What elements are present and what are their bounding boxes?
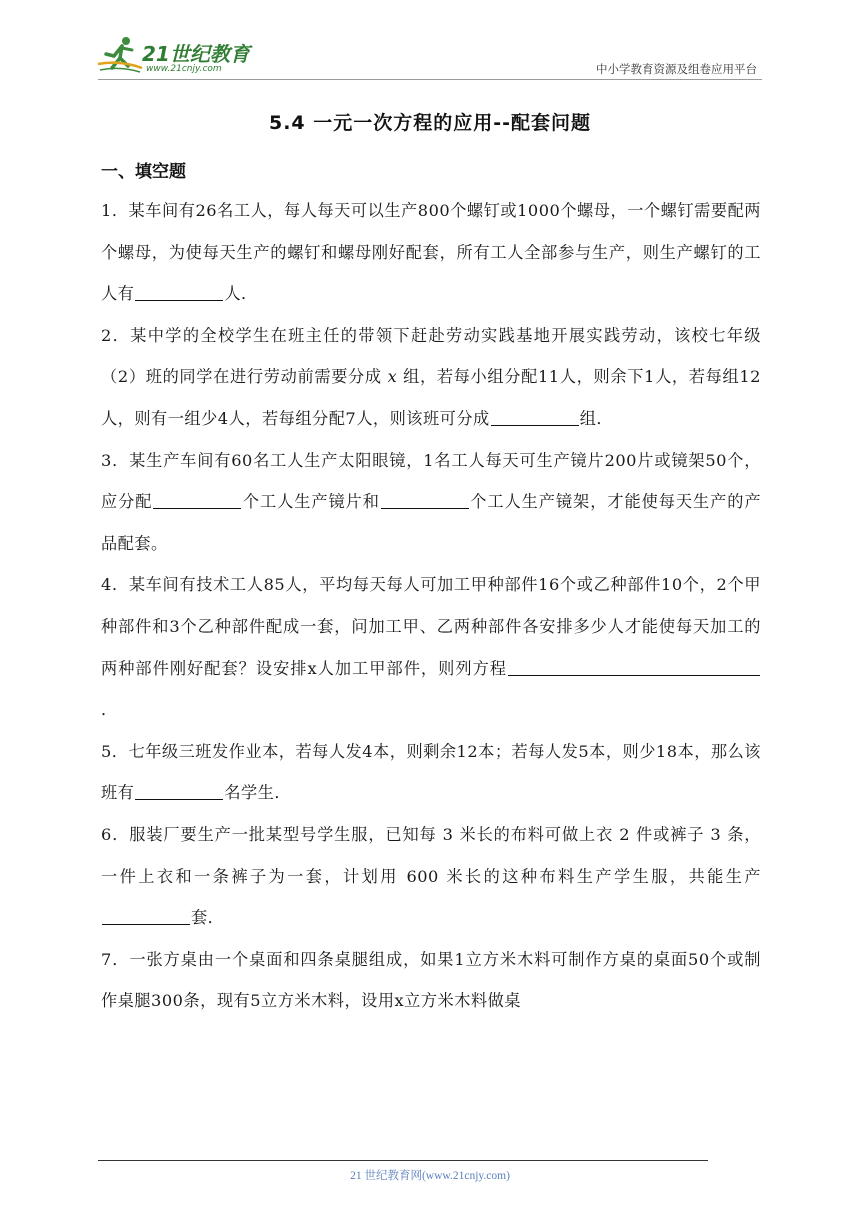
question-4 <box>101 564 761 730</box>
question-5 <box>101 731 761 814</box>
answer-blank[interactable] <box>508 657 760 676</box>
variable-x: x <box>387 367 398 387</box>
question-list <box>101 190 761 1022</box>
answer-blank[interactable] <box>135 282 223 301</box>
logo-url: www.21cnjy.com <box>146 64 222 74</box>
question-5-text: 5．七年级三班发作业本，若每人发4本，则剩余12本；若每人发5本，则少18本，那么该班有 <box>101 741 761 803</box>
question-4-text: 4．某车间有技术工人85人，平均每天每人可加工甲种部件16个或乙种部件10个，2个甲种部件和3个乙种部件配成一套，问加工甲、乙两种部件各安排多少人才能使每天加工的两种部件刚好配套？设安排x人加工甲部件，则列方程 <box>101 575 761 678</box>
question-2-text-b: 组，若每小组分配11人，则余下1人，若每组12人，则有一组少4人，若每组分配7人，则该班可分成 <box>101 367 761 428</box>
site-logo[interactable] <box>96 34 266 78</box>
question-1 <box>101 190 761 315</box>
answer-blank[interactable] <box>153 490 241 509</box>
platform-tagline: 中小学教育资源及组卷应用平台 <box>596 62 757 76</box>
question-3-tail: 个工人生产镜架，才能使每天生产的产品配套。 <box>101 492 762 553</box>
question-3-text-b: 个工人生产镜片和 <box>242 492 380 512</box>
question-6 <box>101 814 761 939</box>
answer-blank[interactable] <box>491 407 579 426</box>
runner-logo-icon <box>96 34 144 74</box>
question-6-tail: 套． <box>191 908 225 928</box>
question-3-text-a: 3．某生产车间有60名工人生产太阳眼镜，1名工人每天可生产镜片200片或镜架50个，应分配 <box>101 450 761 512</box>
page-footer[interactable]: 21 世纪教育网(www.21cnjy.com) <box>350 1170 510 1182</box>
question-7 <box>101 939 761 1022</box>
question-2-tail: 组． <box>579 408 614 428</box>
question-2-text-a: 2．某中学的全校学生在班主任的带领下赶赴劳动实践基地开展实践劳动，该校七年级（2）班的同学在进行劳动前需要分成 <box>101 325 761 387</box>
question-3 <box>101 440 761 565</box>
question-5-tail: 名学生． <box>224 783 292 803</box>
page-title: 5.4 一元一次方程的应用--配套问题 <box>268 112 592 134</box>
header-divider <box>98 79 762 80</box>
question-2 <box>101 315 761 440</box>
footer-divider <box>98 1160 708 1161</box>
question-4-tail: ． <box>101 700 118 720</box>
section-heading: 一、填空题 <box>101 162 186 182</box>
question-7-text: 7．一张方桌由一个桌面和四条桌腿组成，如果1立方米木料可制作方桌的桌面50个或制作桌腿300条，现有5立方米木料，设用x立方米木料做桌 <box>101 949 761 1011</box>
answer-blank[interactable] <box>102 906 190 925</box>
question-1-text: 1．某车间有26名工人，每人每天可以生产800个螺钉或1000个螺母，一个螺钉需要配两个螺母，为使每天生产的螺钉和螺母刚好配套，所有工人全部参与生产，则生产螺钉的工人有 <box>101 201 761 304</box>
answer-blank[interactable] <box>135 782 223 801</box>
question-1-tail: 人． <box>224 284 258 304</box>
question-6-text: 6．服装厂要生产一批某型号学生服，已知每 3 米长的布料可做上衣 2 件或裤子 3 条，一件上衣和一条裤子为一套，计划用 600 米长的这种布料生产学生服，共能生产 <box>101 824 761 886</box>
answer-blank[interactable] <box>381 490 469 509</box>
logo-text: 21世纪教育 <box>142 42 250 66</box>
page-header <box>0 0 860 80</box>
